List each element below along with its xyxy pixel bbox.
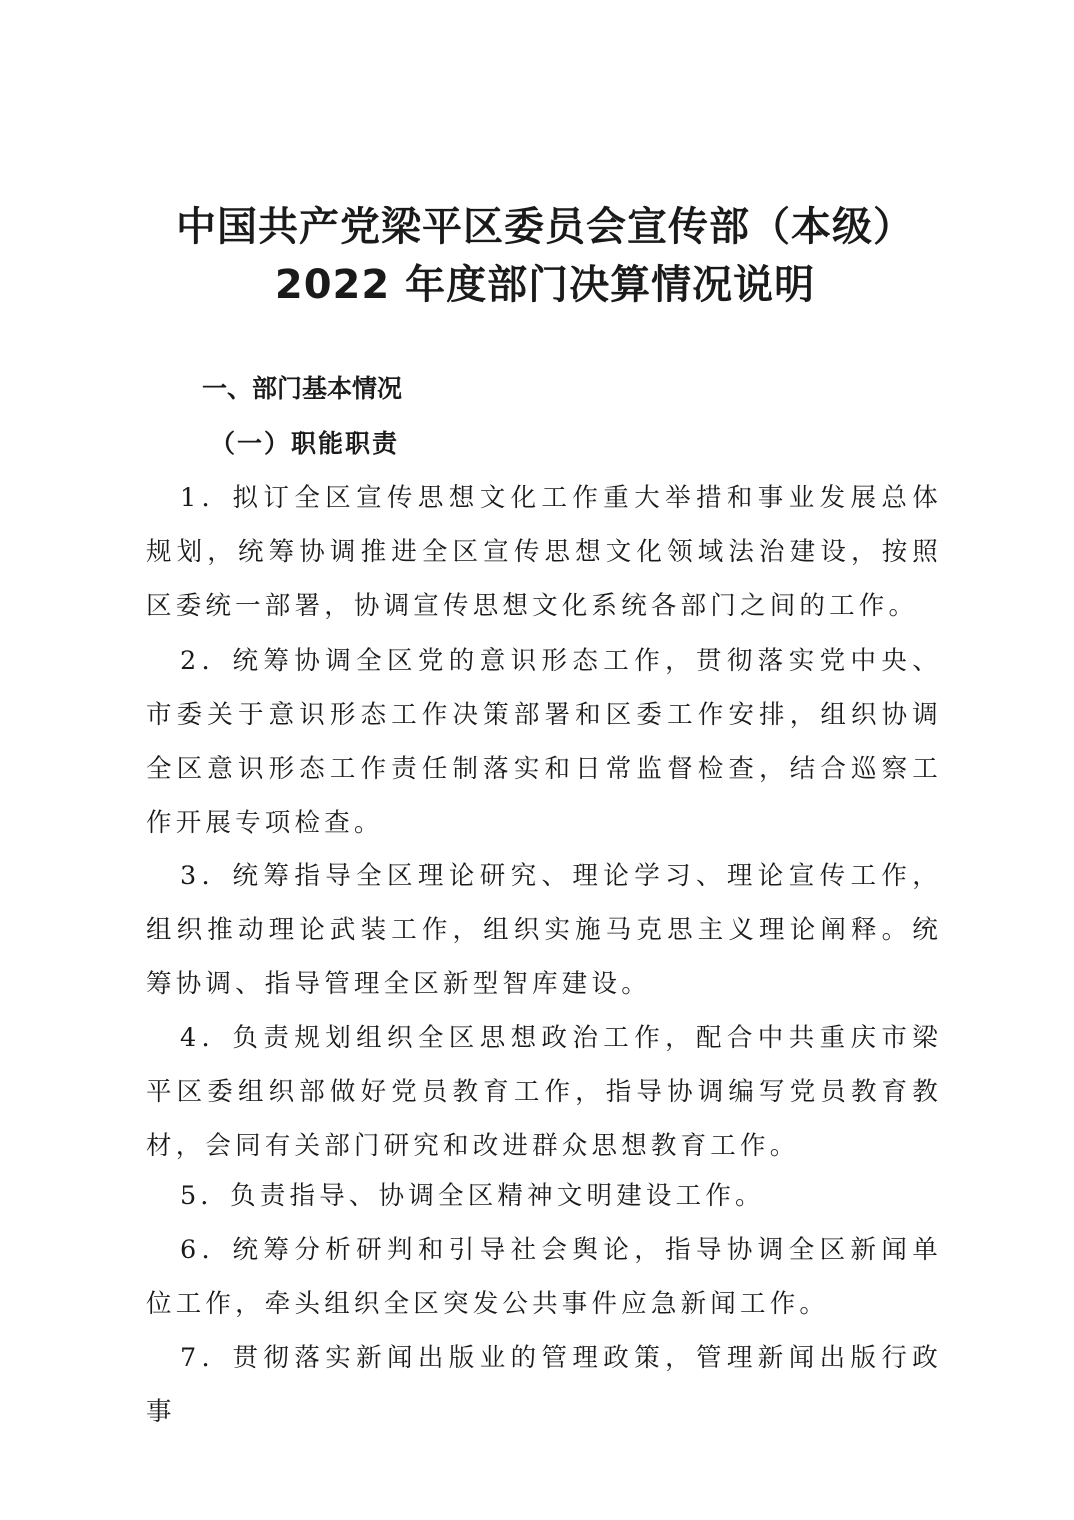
paragraph-item-5: 5．负责指导、协调全区精神文明建设工作。 [180,1181,765,1211]
section-heading: 一、部门基本情况 [202,374,403,403]
document-title-line-2: 2022 年度部门决算情况说明 [274,262,816,308]
paragraph-item-1: 1．拟订全区宣传思想文化工作重大举措和事业发展总体规划，统筹协调推进全区宣传思想文化领域法治建设，按照区委统一部署，协调宣传思想文化系统各部门之间的工作。 [146,483,942,621]
paragraph-item-6: 6．统筹分析研判和引导社会舆论，指导协调全区新闻单位工作，牵头组织全区突发公共事件应急新闻工作。 [146,1235,942,1319]
paragraph-item-3: 3．统筹指导全区理论研究、理论学习、理论宣传工作，组织推动理论武装工作，组织实施马克思主义理论阐释。统筹协调、指导管理全区新型智库建设。 [146,861,942,999]
paragraph-item-4: 4．负责规划组织全区思想政治工作，配合中共重庆市梁平区委组织部做好党员教育工作，指导协调编写党员教育教材，会同有关部门研究和改进群众思想教育工作。 [146,1023,942,1161]
paragraph-item-2: 2．统筹协调全区党的意识形态工作，贯彻落实党中央、市委关于意识形态工作决策部署和区委工作安排，组织协调全区意识形态工作责任制落实和日常监督检查，结合巡察工作开展专项检查。 [146,646,942,838]
document-title-line-1: 中国共产党梁平区委员会宣传部（本级） [176,204,914,250]
paragraph-item-7: 7．贯彻落实新闻出版业的管理政策，管理新闻出版行政事 [146,1343,942,1427]
subsection-heading: （一）职能职责 [210,429,400,458]
